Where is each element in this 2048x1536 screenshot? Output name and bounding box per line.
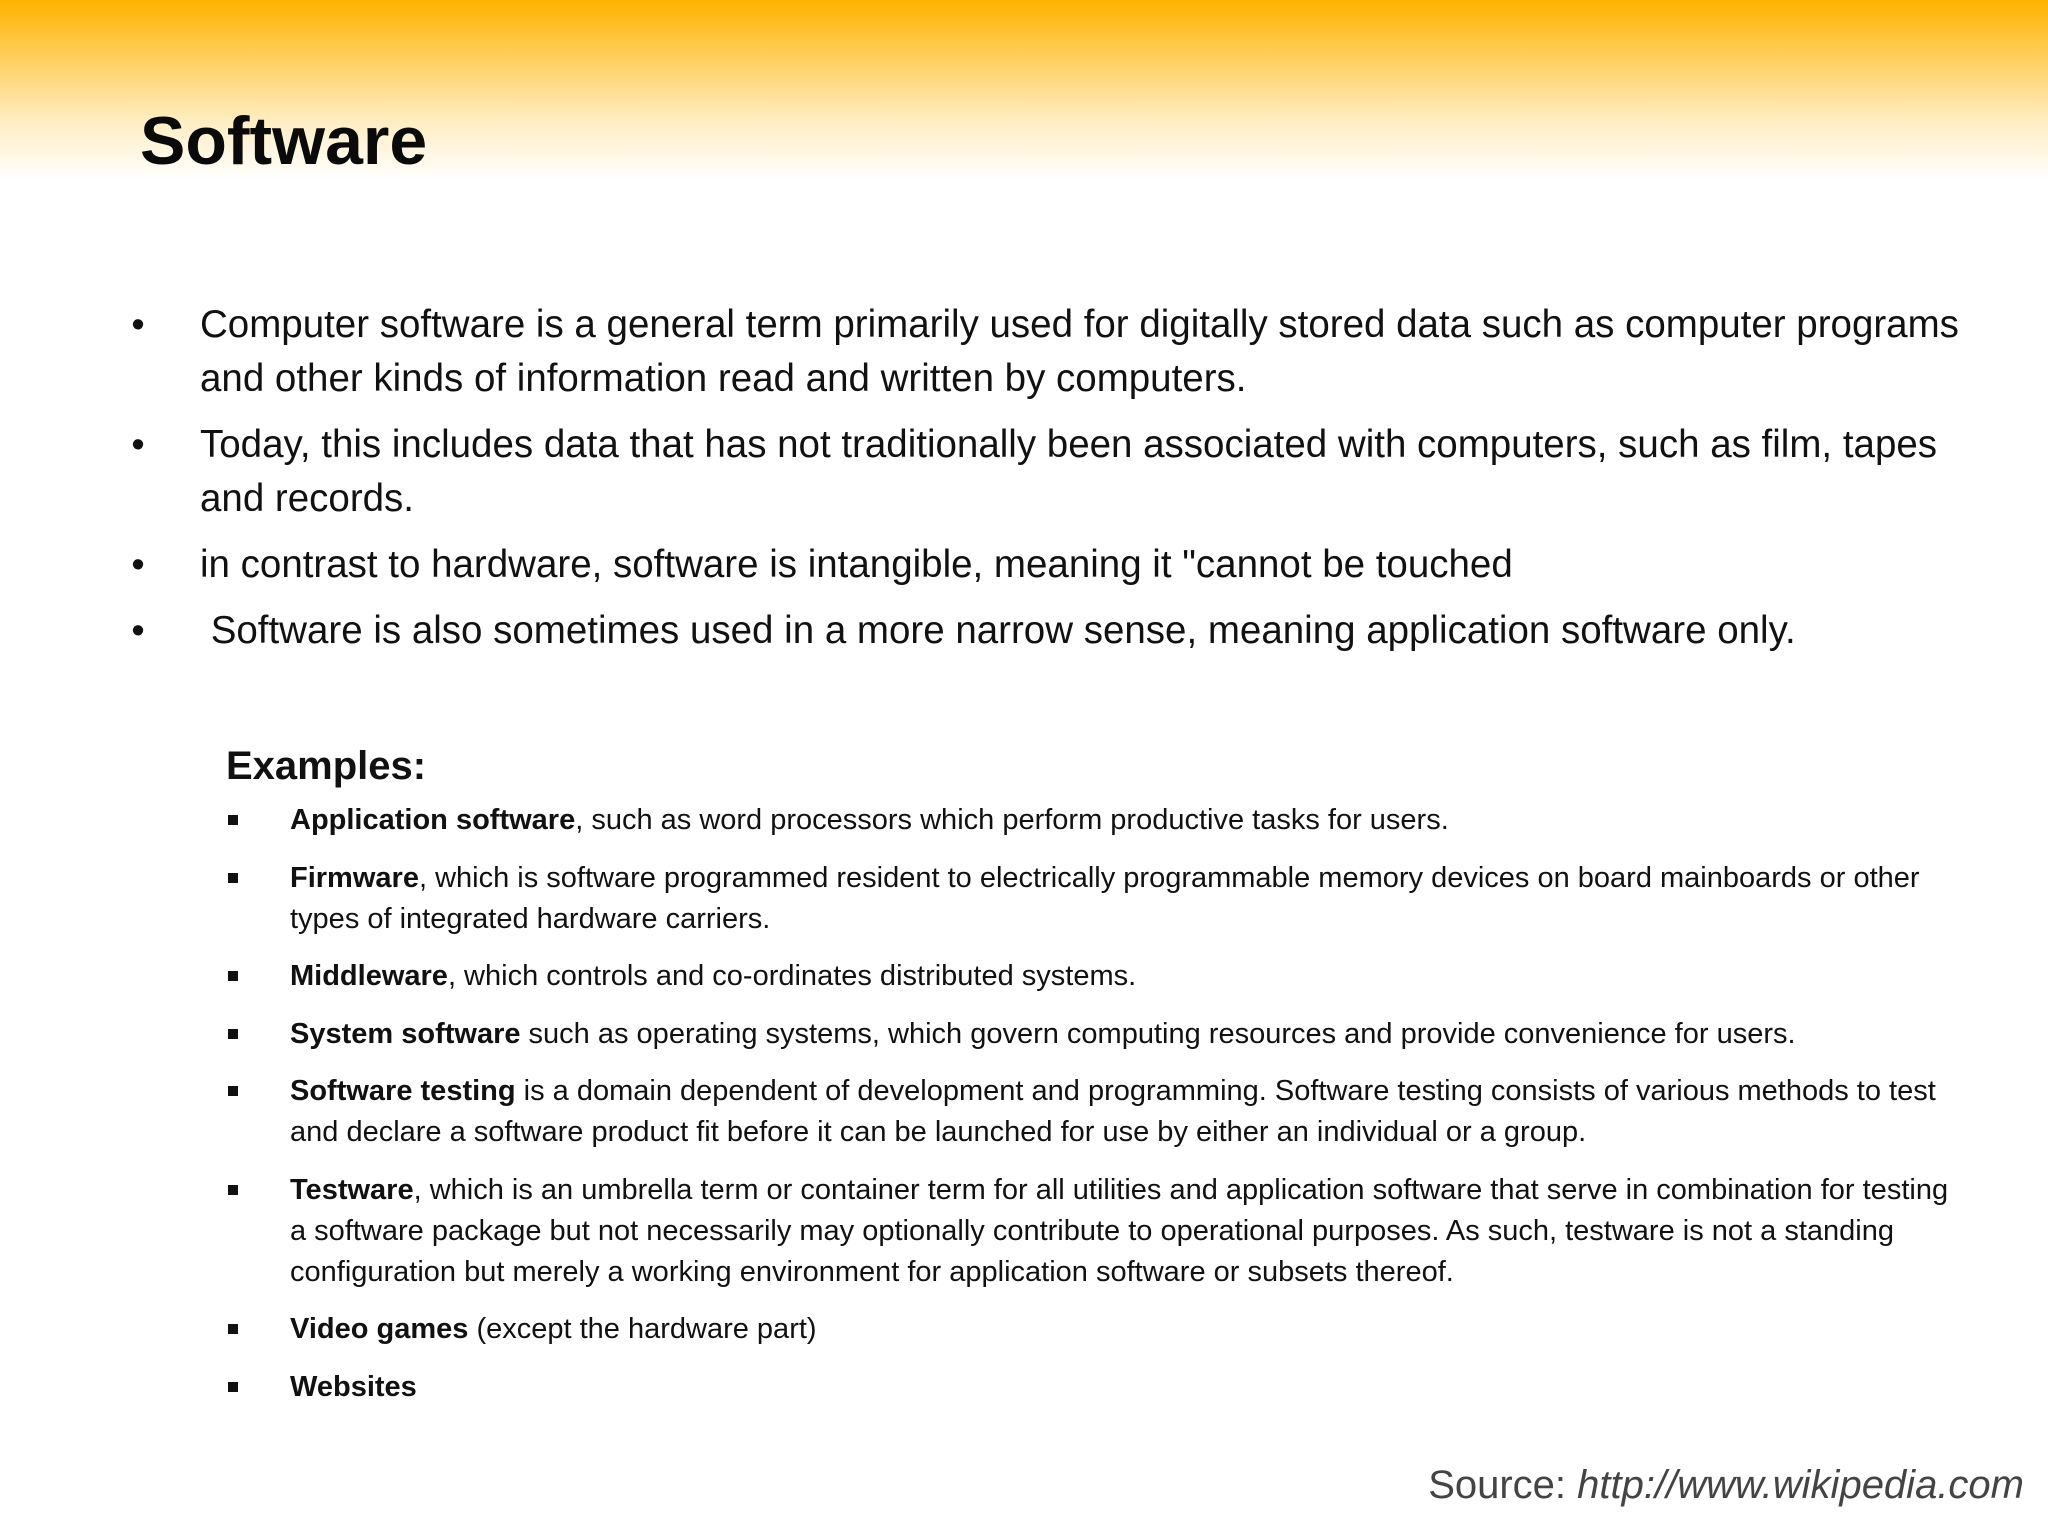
square-bullet-icon [228, 971, 238, 981]
bullet-text: Computer software is a general term primarily used for digitally stored data such as computer programs and other kinds of information read and written by computers. [200, 303, 1959, 400]
example-item [226, 1309, 1966, 1350]
example-item [226, 1367, 1966, 1408]
example-description: , such as word processors which perform productive tasks for users. [575, 804, 1449, 836]
example-term: Testware [290, 1173, 414, 1206]
example-item [226, 1014, 1966, 1055]
bullet-dot-icon: • [131, 544, 145, 586]
bullet-item [120, 604, 1960, 658]
example-description: , which controls and co-ordinates distributed systems. [447, 960, 1137, 992]
square-bullet-icon [228, 1029, 238, 1039]
example-description: such as operating systems, which govern computing resources and provide convenience for users. [520, 1017, 1796, 1050]
slide-title: Software [140, 103, 428, 179]
bullet-item [120, 418, 1960, 526]
square-bullet-icon [228, 1185, 238, 1195]
example-item [226, 956, 1966, 997]
example-description: , which is an umbrella term or container term for all utilities and application software that serve in combination for testing a software package but not necessarily may optionally contribute to operational purposes. As such, testware is not a standing configuration but merely a working environment for application software or subsets thereof. [290, 1173, 1949, 1288]
source-url-link[interactable]: http://www.wikipedia.com [1577, 1463, 2024, 1507]
example-term: Middleware [290, 960, 448, 992]
bullet-item [120, 298, 1960, 406]
example-description: , which is software programmed resident to electrically programmable memory devices on board mainboards or other types of integrated hardware carriers. [290, 861, 1920, 935]
example-term: Video games [290, 1313, 469, 1345]
example-term: Software testing [290, 1075, 516, 1107]
example-item [226, 1170, 1966, 1293]
example-item [226, 1071, 1966, 1153]
square-bullet-icon [228, 1324, 238, 1334]
source-label: Source: [1428, 1463, 1578, 1507]
source-citation [1428, 1458, 2024, 1512]
bullet-text: Today, this includes data that has not traditionally been associated with computers, such as film, tapes and records. [200, 423, 1938, 520]
bullet-text: in contrast to hardware, software is intangible, meaning it "cannot be touched [200, 543, 1513, 586]
bullet-dot-icon: • [131, 424, 145, 466]
bullet-dot-icon: • [131, 610, 145, 652]
example-item [226, 858, 1966, 940]
example-term: Websites [290, 1370, 417, 1403]
main-bullet-list [120, 298, 1960, 670]
example-description: is a domain dependent of development and programming. Software testing consists of various methods to test and declare a software product fit before it can be launched for use by either an individual or a group. [290, 1075, 1936, 1148]
example-term: Firmware [290, 861, 419, 894]
bullet-text: Software is also sometimes used in a more narrow sense, meaning application software only. [200, 609, 1796, 652]
example-item [226, 800, 1966, 841]
square-bullet-icon [228, 1382, 238, 1392]
bullet-dot-icon: • [131, 304, 145, 346]
example-description: (except the hardware part) [468, 1313, 817, 1345]
examples-list [226, 800, 1966, 1408]
example-term: Application software [290, 804, 576, 836]
examples-section [226, 738, 1966, 1424]
square-bullet-icon [228, 1086, 238, 1096]
square-bullet-icon [228, 873, 238, 883]
bullet-item [120, 538, 1960, 592]
examples-heading: Examples: [226, 744, 427, 788]
example-term: System software [290, 1017, 521, 1050]
square-bullet-icon [228, 815, 238, 825]
